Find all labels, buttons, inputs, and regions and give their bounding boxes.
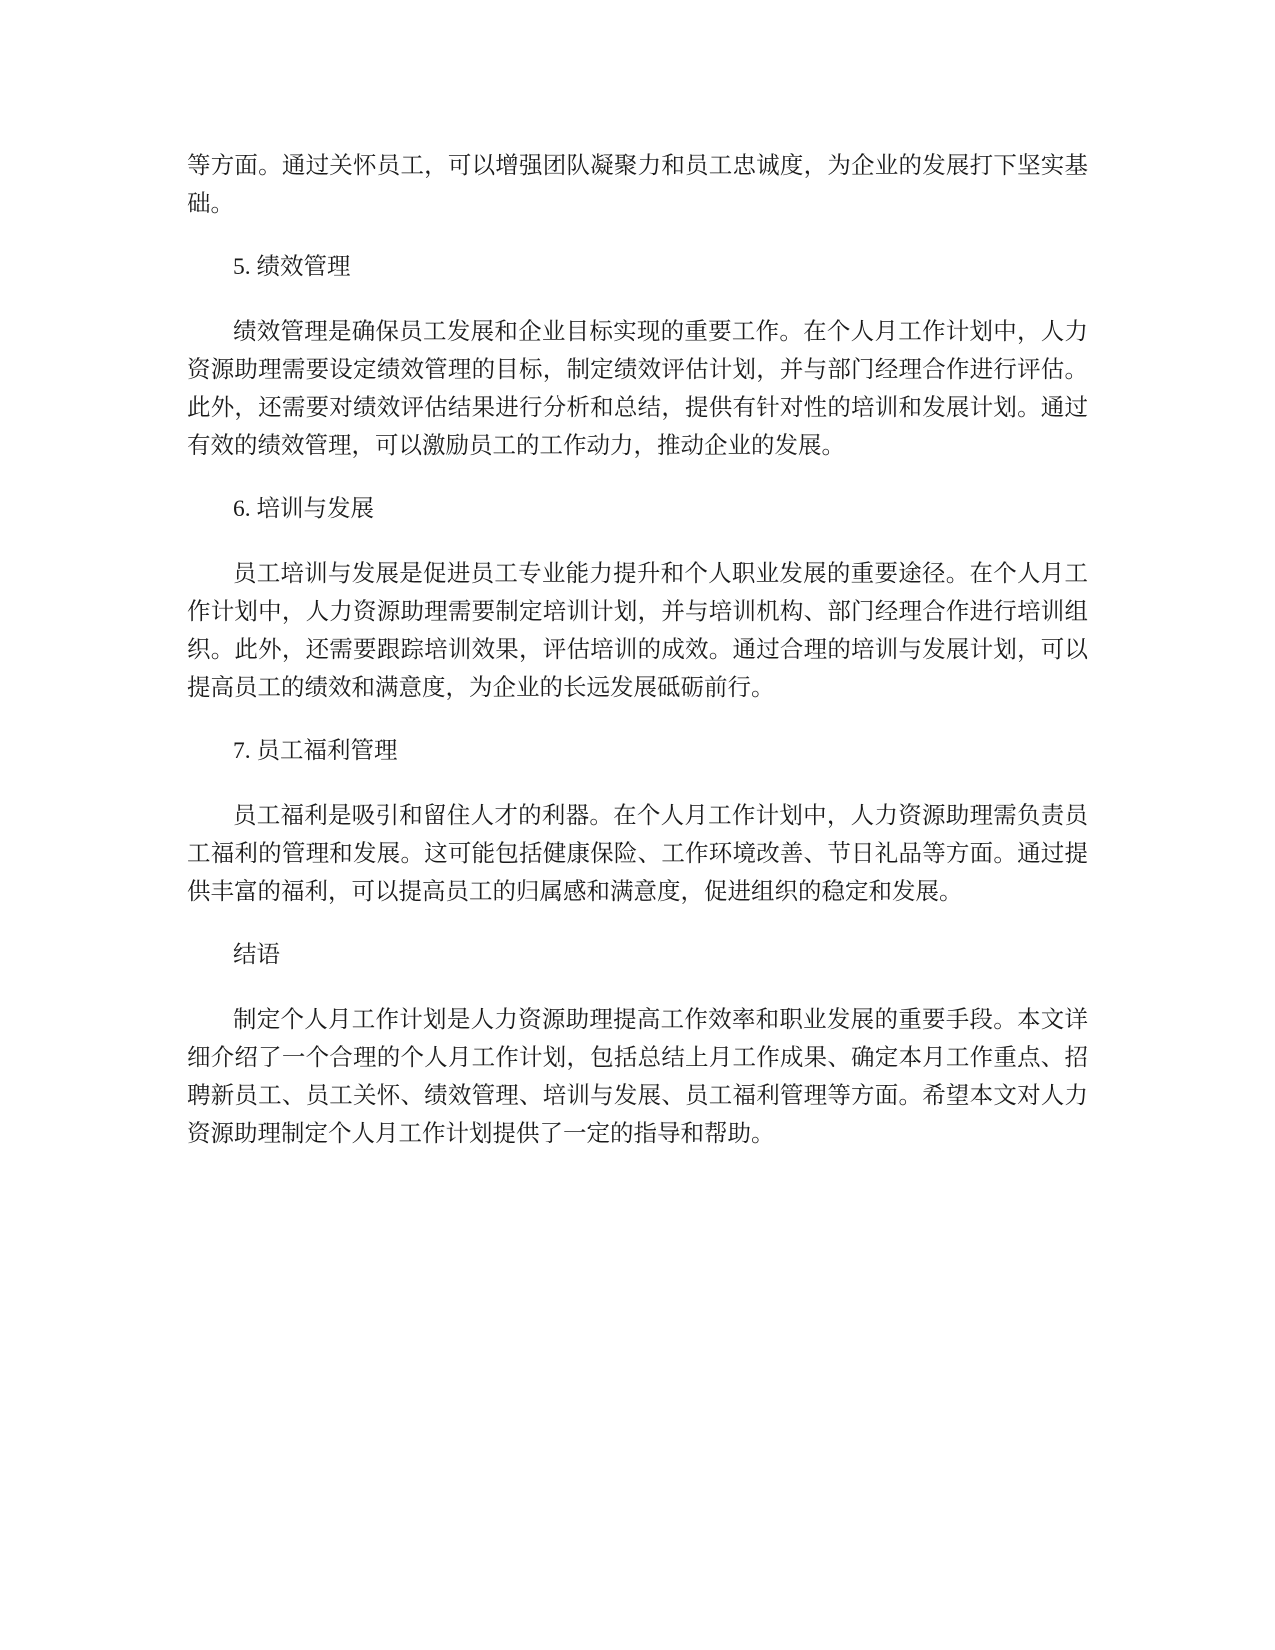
section-heading-welfare: 7. 员工福利管理 [233,738,398,764]
paragraph-employee-care-end: 等方面。通过关怀员工，可以增强团队凝聚力和员工忠诚度，为企业的发展打下坚实基础。 [187,151,1088,217]
document-body [187,146,1088,1178]
paragraph-welfare: 员工福利是吸引和留住人才的利器。在个人月工作计划中，人力资源助理需负责员工福利的管理和发展。这可能包括健康保险、工作环境改善、节日礼品等方面。通过提供丰富的福利，可以提高员工的归属感和满意度，促进组织的稳定和发展。 [187,801,1088,905]
paragraph-training: 员工培训与发展是促进员工专业能力提升和个人职业发展的重要途径。在个人月工作计划中，人力资源助理需要制定培训计划，并与培训机构、部门经理合作进行培训组织。此外，还需要跟踪培训效果，评估培训的成效。通过合理的培训与发展计划，可以提高员工的绩效和满意度，为企业的长远发展砥砺前行。 [187,559,1088,701]
section-heading-conclusion: 结语 [233,942,280,968]
section-heading-training: 6. 培训与发展 [233,496,374,522]
section-heading-performance: 5. 绩效管理 [233,254,351,280]
paragraph-conclusion: 制定个人月工作计划是人力资源助理提高工作效率和职业发展的重要手段。本文详细介绍了一个合理的个人月工作计划，包括总结上月工作成果、确定本月工作重点、招聘新员工、员工关怀、绩效管理、培训与发展、员工福利管理等方面。希望本文对人力资源助理制定个人月工作计划提供了一定的指导和帮助。 [187,1005,1088,1147]
paragraph-performance: 绩效管理是确保员工发展和企业目标实现的重要工作。在个人月工作计划中，人力资源助理需要设定绩效管理的目标，制定绩效评估计划，并与部门经理合作进行评估。此外，还需要对绩效评估结果进行分析和总结，提供有针对性的培训和发展计划。通过有效的绩效管理，可以激励员工的工作动力，推动企业的发展。 [187,317,1088,459]
